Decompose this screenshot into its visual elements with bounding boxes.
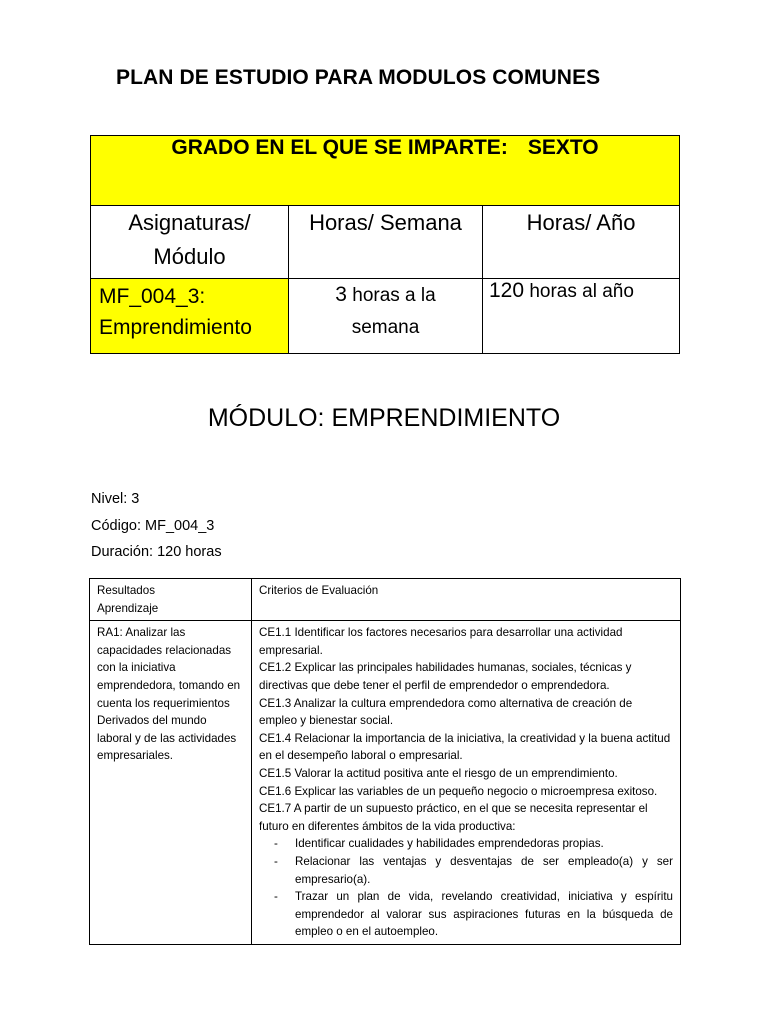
col-horas-semana-header: Horas/ Semana bbox=[289, 206, 483, 279]
ce-subitem-text: Relacionar las ventajas y desventajas de ser empleado(a) y ser empresario(a). bbox=[295, 854, 673, 886]
ce-item: CE1.5 Valorar la actitud positiva ante el riesgo de un emprendimiento. bbox=[259, 766, 618, 780]
grado-table bbox=[90, 135, 680, 354]
dash-bullet: - bbox=[274, 890, 278, 904]
ce-subitem bbox=[259, 853, 673, 888]
horas-semana-number: 3 bbox=[335, 283, 347, 306]
ce-item: CE1.7 A partir de un supuesto práctico, en el que se necesita representar el futuro en diferentes ámbitos de la vida productiva: bbox=[259, 802, 648, 833]
ce-item: CE1.4 Relacionar la importancia de la iniciativa, la creatividad y la buena actitud en el desempeño laboral o empresarial. bbox=[259, 731, 671, 763]
col-asignaturas-header bbox=[91, 206, 289, 279]
ra1-row bbox=[90, 621, 681, 945]
ce-item: CE1.2 Explicar las principales habilidades humanas, sociales, técnicas y directivas que debe tener el perfil de emprendedor o emprendedora. bbox=[259, 661, 632, 692]
page-title: PLAN DE ESTUDIO PARA MODULOS COMUNES bbox=[116, 66, 601, 89]
col-asignaturas-line2: Módulo bbox=[153, 244, 226, 269]
grado-value: SEXTO bbox=[527, 136, 599, 159]
ce-item: CE1.6 Explicar las variables de un pequeño negocio o microempresa exitoso. bbox=[259, 784, 658, 798]
codigo: Código: MF_004_3 bbox=[91, 517, 215, 534]
col-horas-ano-header: Horas/ Año bbox=[483, 206, 680, 279]
horas-ano-number: 120 bbox=[489, 279, 525, 302]
dash-bullet: - bbox=[274, 837, 278, 851]
duracion: Duración: 120 horas bbox=[91, 544, 222, 560]
ce-item: CE1.1 Identificar los factores necesarios para desarrollar una actividad empresarial. bbox=[259, 626, 623, 657]
horas-semana-text1: horas a la bbox=[352, 285, 436, 306]
horas-ano-text: horas al año bbox=[529, 281, 634, 302]
module-meta bbox=[91, 486, 222, 566]
nivel: Nivel: 3 bbox=[91, 491, 140, 507]
ce-cell bbox=[252, 621, 681, 945]
resultados-header bbox=[90, 579, 252, 621]
ce-subitem bbox=[259, 835, 673, 853]
col-asignaturas-line1: Asignaturas/ bbox=[128, 210, 251, 235]
module-name: Emprendimiento bbox=[99, 316, 252, 339]
grado-label: GRADO EN EL QUE SE IMPARTE: bbox=[171, 136, 508, 159]
dash-bullet: - bbox=[274, 854, 278, 868]
grado-cell bbox=[91, 136, 680, 206]
ce-subitem bbox=[259, 888, 673, 941]
module-code-cell bbox=[91, 279, 289, 354]
ce-subitems bbox=[259, 835, 673, 941]
criterios-table bbox=[89, 578, 681, 945]
criterios-header-row bbox=[90, 579, 681, 621]
ce-subitem-text: Trazar un plan de vida, revelando creatividad, iniciativa y espíritu emprendedor al valorar sus aspiraciones futuras en la búsqueda de empleo o en el autoempleo. bbox=[295, 890, 673, 939]
grado-header-row bbox=[91, 136, 680, 206]
horas-semana-cell bbox=[289, 279, 483, 354]
module-code: MF_004_3: bbox=[99, 285, 206, 308]
column-header-row bbox=[91, 206, 680, 279]
resultados-header-line1: Resultados bbox=[97, 584, 156, 597]
ce-item: CE1.3 Analizar la cultura emprendedora como alternativa de creación de empleo y bienestar social. bbox=[259, 696, 633, 728]
horas-semana-text2: semana bbox=[351, 317, 420, 338]
resultados-header-line2: Aprendizaje bbox=[97, 601, 159, 615]
criterios-header: Criterios de Evaluación bbox=[252, 579, 681, 621]
horas-ano-cell bbox=[483, 279, 680, 354]
ce-subitem-text: Identificar cualidades y habilidades emprendedoras propias. bbox=[295, 837, 604, 851]
module-title: MÓDULO: EMPRENDIMIENTO bbox=[207, 404, 561, 432]
module-row bbox=[91, 279, 680, 354]
ra1-cell: RA1: Analizar las capacidades relacionadas con la iniciativa emprendedora, tomando en cuenta los requerimientos Derivados del mundo laboral y de las actividades empresariales. bbox=[90, 621, 252, 945]
